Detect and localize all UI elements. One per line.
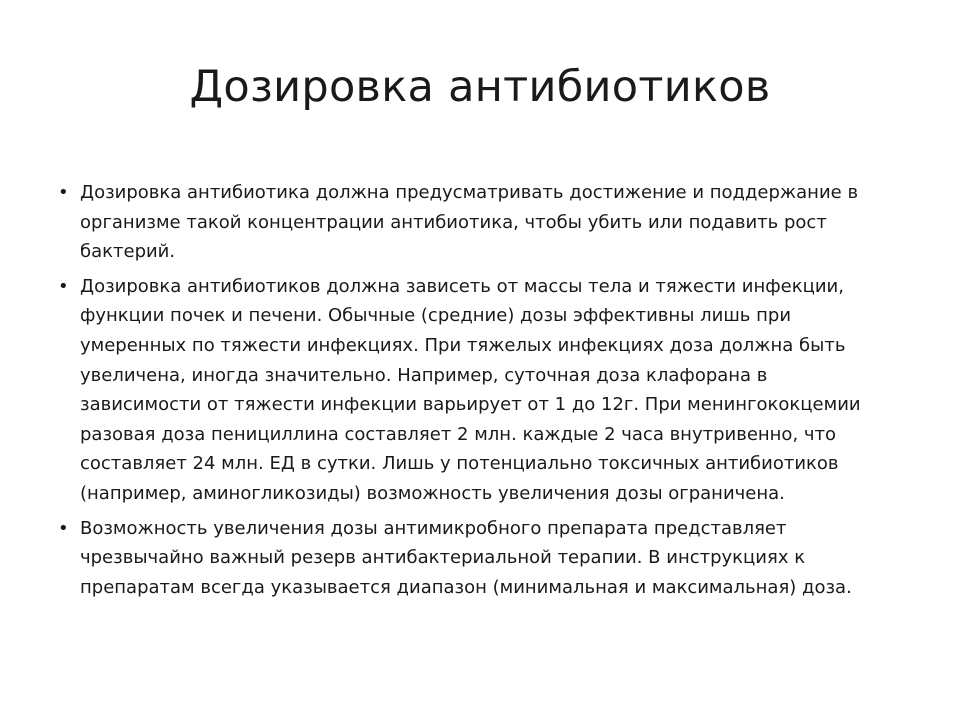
- bullet-text-line: зависимости от тяжести инфекции варьирует от 1 до 12г. При менингококцемии: [80, 394, 861, 416]
- bullet-item: [58, 272, 918, 509]
- bullet-icon: •: [58, 275, 69, 297]
- bullet-text-line: умеренных по тяжести инфекциях. При тяжелых инфекциях доза должна быть: [80, 334, 846, 356]
- bullet-text-line: Возможность увеличения дозы антимикробного препарата представляет: [80, 517, 787, 539]
- bullet-text-line: организме такой концентрации антибиотика, чтобы убить или подавить рост: [80, 211, 827, 233]
- bullet-icon: •: [58, 182, 69, 203]
- bullet-text-line: чрезвычайно важный резерв антибактериальной терапии. В инструкциях к: [80, 547, 806, 569]
- bullet-text-line: составляет 24 млн. ЕД в сутки. Лишь у потенциально токсичных антибиотиков: [80, 453, 839, 475]
- bullet-text-line: (например, аминогликозиды) возможность увеличения дозы ограничена.: [80, 482, 785, 504]
- bullet-text-line: бактерий.: [80, 241, 176, 263]
- bullet-text-line: разовая доза пенициллина составляет 2 млн. каждые 2 часа внутривенно, что: [80, 423, 837, 445]
- slide-title: Дозировка антибиотиков: [189, 62, 771, 112]
- bullet-item: [58, 178, 918, 267]
- bullet-item: [58, 514, 918, 603]
- bullet-icon: •: [58, 517, 69, 539]
- bullet-text-line: функции почек и печени. Обычные (средние) дозы эффективны лишь при: [80, 305, 792, 327]
- bullet-text-line: препаратам всегда указывается диапазон (минимальная и максимальная) доза.: [80, 576, 852, 598]
- bullet-text-line: увеличена, иногда значительно. Например, суточная доза клафорана в: [80, 364, 768, 386]
- bullet-list: [58, 178, 918, 607]
- bullet-text-line: Дозировка антибиотика должна предусматривать достижение и поддержание в: [80, 182, 859, 203]
- bullet-text-line: Дозировка антибиотиков должна зависеть от массы тела и тяжести инфекции,: [80, 275, 844, 297]
